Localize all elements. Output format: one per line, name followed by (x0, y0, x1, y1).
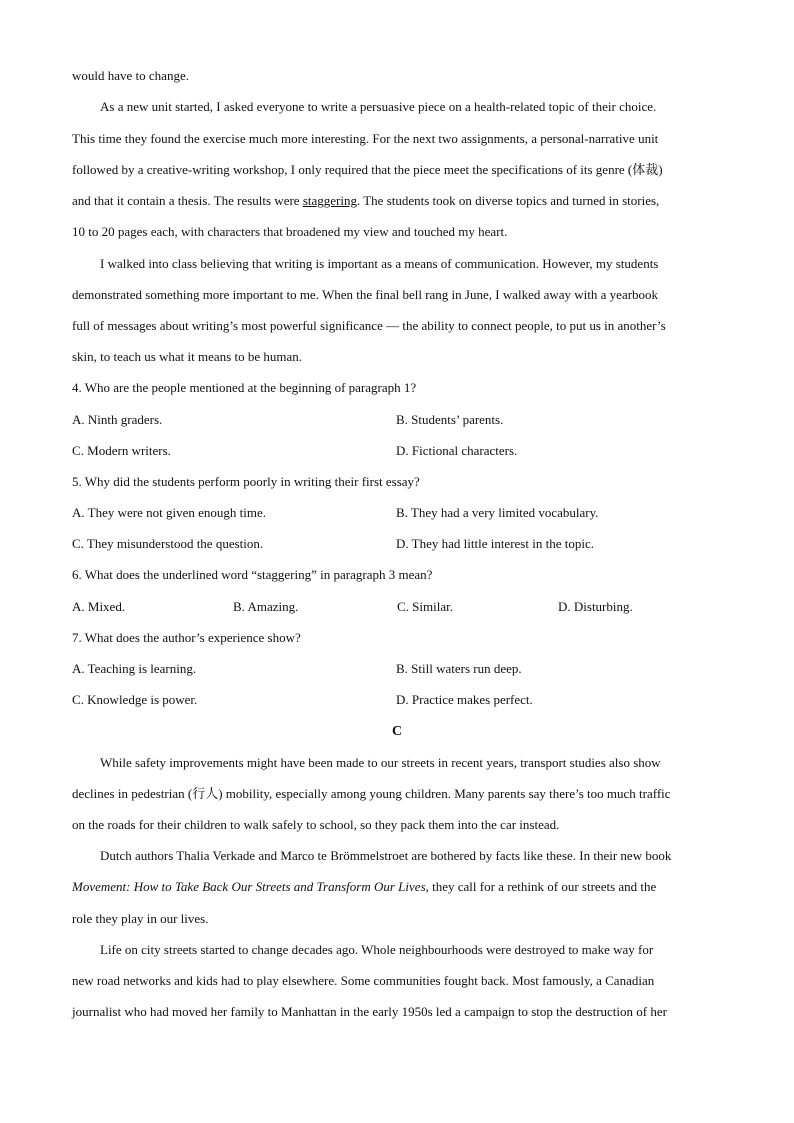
passage-b-paragraph-4-line-3: full of messages about writing’s most powerful significance — the ability to connect people, to put us in another’s (72, 318, 666, 333)
question-7-stem: 7. What does the author’s experience show? (72, 630, 301, 645)
question-5-option-c: C. They misunderstood the question. (72, 536, 264, 551)
passage-c-paragraph-1-line-1: While safety improvements might have been made to our streets in recent years, transport studies also show (100, 755, 661, 770)
question-7-option-d: D. Practice makes perfect. (396, 692, 533, 707)
book-title: Movement: How to Take Back Our Streets and Transform Our Lives (72, 879, 426, 894)
question-7-option-b: B. Still waters run deep. (396, 661, 522, 676)
passage-c-paragraph-3-line-2: new road networks and kids had to play elsewhere. Some communities fought back. Most famously, a Canadian (72, 973, 655, 988)
question-4-stem: 4. Who are the people mentioned at the beginning of paragraph 1? (72, 380, 417, 395)
question-4-option-a: A. Ninth graders. (72, 412, 163, 427)
question-6-option-b: B. Amazing. (233, 599, 299, 614)
question-6-stem: 6. What does the underlined word “staggering” in paragraph 3 mean? (72, 567, 433, 582)
passage-c-heading: C (391, 724, 403, 739)
passage-c-paragraph-2-line-3: role they play in our lives. (72, 911, 209, 926)
passage-b-paragraph-4-line-2: demonstrated something more important to me. When the final bell rang in June, I walked away with a yearbook (72, 287, 659, 302)
underlined-word-staggering: staggering (302, 193, 357, 208)
passage-c-paragraph-2-line-2 (72, 879, 656, 895)
text-run: , they call for a rethink of our streets and the (425, 879, 657, 894)
passage-c-paragraph-1-line-2: declines in pedestrian (行人) mobility, especially among young children. Many parents say there’s too much traffic (72, 786, 671, 801)
passage-b-paragraph-3-line-4 (72, 193, 659, 209)
passage-b-paragraph-3-line-1: As a new unit started, I asked everyone to write a persuasive piece on a health-related topic of their choice. (100, 99, 657, 114)
question-5-option-a: A. They were not given enough time. (72, 505, 266, 520)
passage-b-paragraph-3-line-5: 10 to 20 pages each, with characters that broadened my view and touched my heart. (72, 224, 508, 239)
passage-c-paragraph-1-line-3: on the roads for their children to walk safely to school, so they pack them into the car instead. (72, 817, 560, 832)
question-4-option-d: D. Fictional characters. (396, 443, 518, 458)
question-4-option-b: B. Students’ parents. (396, 412, 504, 427)
passage-c-paragraph-3-line-3: journalist who had moved her family to Manhattan in the early 1950s led a campaign to stop the destruction of her (72, 1004, 667, 1019)
question-5-stem: 5. Why did the students perform poorly in writing their first essay? (72, 474, 420, 489)
question-5-option-b: B. They had a very limited vocabulary. (396, 505, 599, 520)
text-run: and that it contain a thesis. The results were (72, 193, 303, 208)
question-5-option-d: D. They had little interest in the topic. (396, 536, 594, 551)
question-4-option-c: C. Modern writers. (72, 443, 171, 458)
passage-c-paragraph-2-line-1: Dutch authors Thalia Verkade and Marco te Brömmelstroet are bothered by facts like these. In their new book (100, 848, 672, 863)
question-6-option-d: D. Disturbing. (558, 599, 633, 614)
question-6-option-c: C. Similar. (397, 599, 453, 614)
passage-b-paragraph-2-tail: would have to change. (72, 68, 189, 83)
passage-b-paragraph-3-line-3: followed by a creative-writing workshop, I only required that the piece meet the specifications of its genre (体裁) (72, 162, 663, 177)
passage-b-paragraph-3-line-2: This time they found the exercise much more interesting. For the next two assignments, a personal-narrative unit (72, 131, 659, 146)
question-6-option-a: A. Mixed. (72, 599, 126, 614)
passage-b-paragraph-4-line-4: skin, to teach us what it means to be human. (72, 349, 302, 364)
passage-c-paragraph-3-line-1: Life on city streets started to change decades ago. Whole neighbourhoods were destroyed to make way for (100, 942, 654, 957)
question-7-option-c: C. Knowledge is power. (72, 692, 198, 707)
text-run: . The students took on diverse topics and turned in stories, (356, 193, 660, 208)
question-7-option-a: A. Teaching is learning. (72, 661, 197, 676)
passage-b-paragraph-4-line-1: I walked into class believing that writing is important as a means of communication. However, my students (100, 256, 659, 271)
